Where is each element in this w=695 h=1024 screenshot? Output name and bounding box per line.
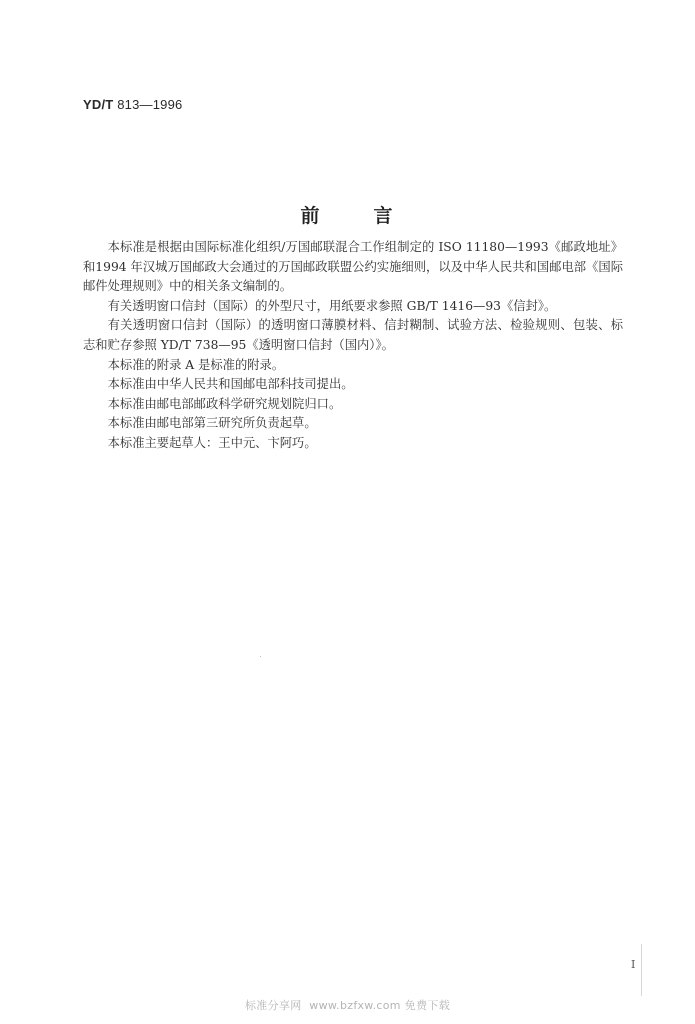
title-char-1: 前 — [300, 205, 322, 227]
watermark — [0, 997, 695, 1013]
paragraph-basis: 本标准是根据由国际标准化组织/万国邮联混合工作组制定的 ISO 11180—1993《邮政地址》和1994 年汉城万国邮政大会通过的万国邮政联盟公约实施细则，以及中华人民共和国邮电部《国际邮件处理规则》中的相关条文编制的。 — [83, 240, 623, 294]
page-title — [0, 201, 695, 228]
title-char-2: 言 — [373, 205, 395, 227]
standard-prefix: YD/T — [83, 97, 114, 112]
standard-code — [83, 97, 182, 112]
paragraph-drafting-unit: 本标准由邮电部第三研究所负责起草。 — [107, 416, 317, 431]
watermark-site-name: 标准分享网 — [245, 999, 302, 1012]
scan-speck — [260, 656, 261, 657]
paragraph-materials: 有关透明窗口信封（国际）的透明窗口薄膜材料、信封糊制、试验方法、检验规则、包装、标志和贮存参照 YD/T 738—95《透明窗口信封（国内）》。 — [83, 318, 623, 352]
margin-rule — [641, 944, 642, 996]
paragraph-centralized: 本标准由邮电部邮政科学研究规划院归口。 — [107, 396, 342, 411]
page-number: I — [631, 958, 636, 971]
paragraph-dimensions: 有关透明窗口信封（国际）的外型尺寸，用纸要求参照 GB/T 1416—93《信封》。 — [107, 298, 557, 313]
watermark-url: www.bzfxw.com — [309, 999, 401, 1012]
paragraph-proposer: 本标准由中华人民共和国邮电部科技司提出。 — [107, 377, 354, 392]
paragraph-drafters: 本标准主要起草人：王中元、卞阿巧。 — [107, 435, 317, 450]
paragraph-appendix: 本标准的附录 A 是标准的附录。 — [107, 357, 285, 372]
watermark-tagline: 免费下载 — [404, 999, 450, 1012]
foreword-body — [83, 238, 623, 454]
standard-number: 813—1996 — [117, 97, 183, 112]
